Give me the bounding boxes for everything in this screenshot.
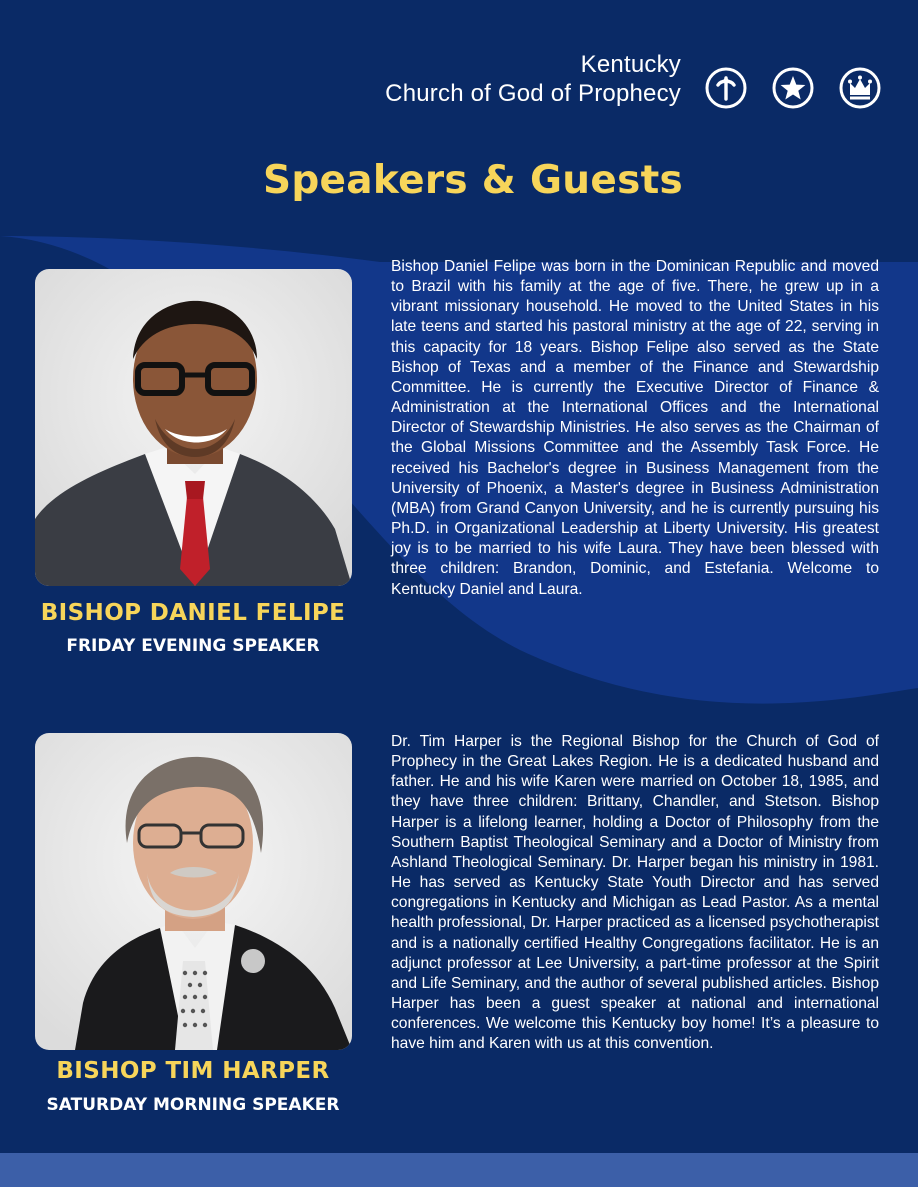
speaker-photo-tim-harper	[35, 733, 352, 1050]
footer-bar	[0, 1153, 918, 1187]
speaker-photo-daniel-felipe	[35, 269, 352, 586]
page-title: Speakers & Guests	[262, 158, 684, 203]
emblem-row	[704, 66, 884, 112]
crown-emblem-icon	[838, 66, 882, 110]
org-line-church: Church of God of Prophecy	[385, 80, 681, 107]
speaker-role: SATURDAY MORNING SPEAKER	[46, 1095, 340, 1115]
speaker-name: BISHOP TIM HARPER	[56, 1058, 330, 1084]
star-emblem-icon	[771, 66, 815, 110]
cross-emblem-icon	[704, 66, 748, 110]
org-line-state: Kentucky	[580, 51, 681, 78]
speaker-name: BISHOP DANIEL FELIPE	[40, 600, 346, 626]
speaker-bio: Dr. Tim Harper is the Regional Bishop for the Church of God of Prophecy in the Great Lakes Region. He is a dedicated husband and father. He and his wife Karen were married on October 18, 1985, and they have three children: Brittany, Chandler, and Stetson. Bishop Harper is a lifelong learner, holding a Doctor of Philosophy from the Southern Baptist Theological Seminary and a Doctor of Ministry from Ashland Theological Seminary. Dr. Harper began his ministry in 1981. He has served as Kentucky State Youth Director and has served congregations in Kentucky and Michigan as Lead Pastor. As a mental health professional, Dr. Harper practiced as a licensed psychotherapist and is a nationally certified Healthy Congregations facilitator. He is an adjunct professor at Lee University, a part-time professor at the Spirit and Life Seminary, and the author of several published articles. Bishop Harper has been a guest speaker at national and international conferences. We welcome this Kentucky boy home! It’s a pleasure to have him and Karen with us at this convention.	[391, 733, 879, 1053]
organization-name	[385, 50, 681, 108]
speaker-bio: Bishop Daniel Felipe was born in the Dominican Republic and moved to Brazil with his family at the age of five. There, he grew up in a vibrant missionary household. He moved to the United States in his late teens and started his pastoral ministry at the age of 22, serving in this capacity for 18 years. Bishop Felipe also served as the State Bishop of Texas and a member of the Finance and Stewardship Committee. He is currently the Executive Director of Finance & Administration at the International Offices and the International Director of Stewardship Ministries. He also serves as the Chairman of the Global Missions Committee and the Assembly Task Force. He received his Bachelor's degree in Business Management from the University of Phoenix, a Master's degree in Business Administration (MBA) from Grand Canyon University, and he is currently pursuing his Ph.D. in Organizational Leadership at Liberty University. His greatest joy is to be married to his wife Laura. They have been blessed with three children: Brandon, Dominic, and Estefania. Welcome to Kentucky Daniel and Laura.	[391, 258, 879, 598]
speaker-role: FRIDAY EVENING SPEAKER	[66, 636, 320, 656]
